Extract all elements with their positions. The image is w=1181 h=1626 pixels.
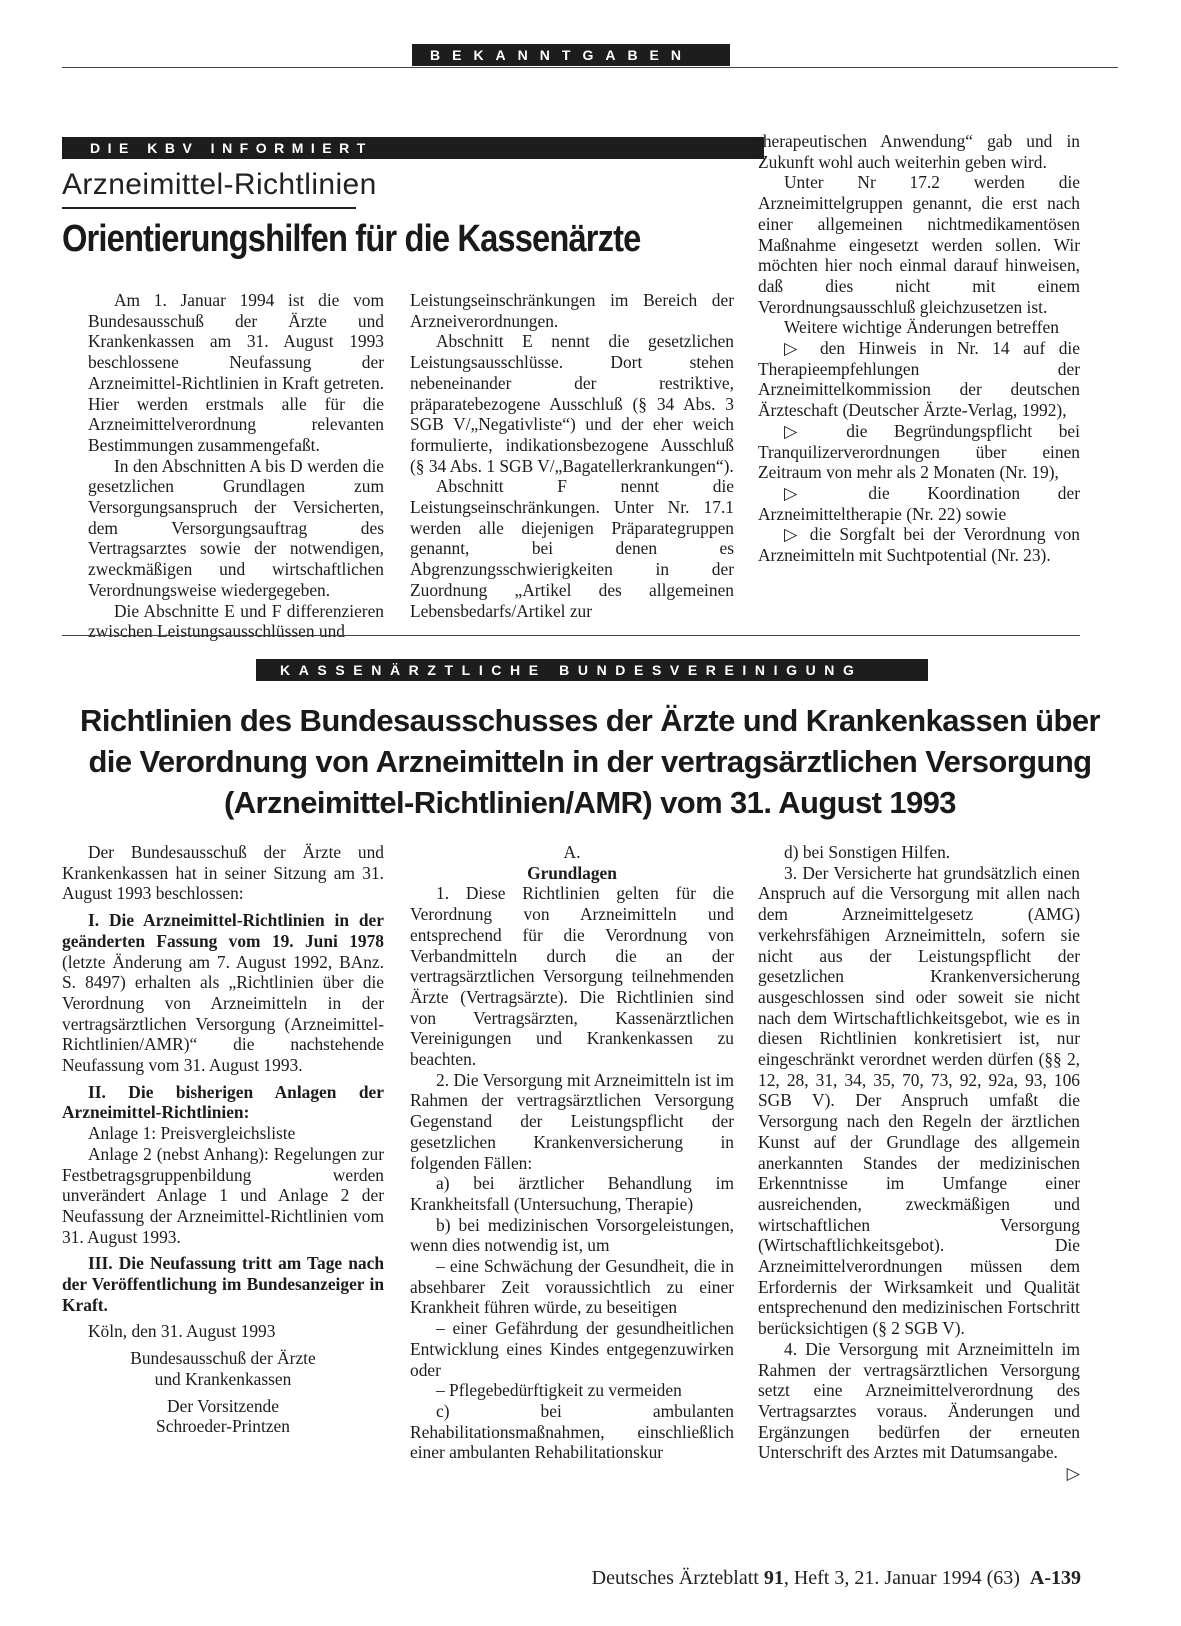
title-line: die Verordnung von Arzneimitteln in der vertragsärztlichen Versorgung <box>88 744 1092 779</box>
dash-item: – Pflegebedürftigkeit zu vermeiden <box>436 1380 682 1401</box>
paragraph: In den Abschnitten A bis D werden die gesetzlichen Grundlagen zum Versorgungsanspruch der Versicherten, dem Versorgungsauftrag des Vertragsarztes sowie der notwendigen, zweckmäßigen und wirtschaftlichen Verordnungsweise wiedergegeben. <box>88 455 384 600</box>
signature-line: und Krankenkassen <box>154 1368 292 1389</box>
article1-headline: Orientierungshilfen für die Kassenärzte <box>62 218 641 260</box>
section-divider <box>62 635 1080 636</box>
article1-column-3 <box>758 131 1080 566</box>
issue-info: , Heft 3, 21. Januar 1994 (63) <box>783 1567 1020 1589</box>
item-3-heading: III. Die Neufassung tritt am Tage nach der Veröffentlichung im Bundesanzeiger in Kraft. <box>62 1253 384 1315</box>
continue-arrow-icon: ▷ <box>1066 1463 1080 1484</box>
bullet-item: ▷ den Hinweis in Nr. 14 auf die Therapieempfehlungen der Arzneimittelkommission der deutschen Ärzteschaft (Deutscher Ärzte-Verlag, 1992), <box>758 338 1080 421</box>
intro-paragraph: Der Bundesausschuß der Ärzte und Krankenkassen hat in seiner Sitzung am 31. August 1993 beschlossen: <box>62 842 384 904</box>
list-item: a) bei ärztlicher Behandlung im Krankheitsfall (Untersuchung, Therapie) <box>410 1173 734 1214</box>
dash-item: – eine Schwächung der Gesundheit, die in absehbarer Zeit voraussichtlich zu einer Krankheit führen würde, zu beseitigen <box>410 1256 734 1318</box>
paragraph: Abschnitt F nennt die Leistungseinschränkungen. Unter Nr. 17.1 werden alle diejenigen Präparategruppen genannt, bei denen es Abgrenzungsschwierigkeiten in der Zuordnung „Artikel des allgemeinen Lebensbedarfs/Artikel zur <box>410 476 734 621</box>
paragraph: Abschnitt E nennt die gesetzlichen Leistungsausschlüsse. Dort stehen nebeneinander der restriktive, präparatebezogene Ausschluß (§ 34 Abs. 3 SGB V/„Negativliste“) und der eher weich formulierte, indikationsbezogene Ausschluß (§ 34 Abs. 1 SGB V/„Bagatellerkrankungen“). <box>410 331 734 476</box>
paragraph: 1. Diese Richtlinien gelten für die Verordnung von Arzneimitteln und entsprechend für die Verordnung von Verbandmitteln durch die an der vertragsärztlichen Versorgung teilnehmenden Ärzte (Vertragsärzte). Die Richtlinien sind von Vertragsärzten, Kassenärztlichen Vereinigungen und Krankenkassen zu beachten. <box>410 883 734 1070</box>
article2-column-3 <box>758 842 1080 1484</box>
page-number: A-139 <box>1029 1567 1081 1589</box>
paragraph: Weitere wichtige Änderungen betreffen <box>784 317 1059 338</box>
paragraph: 3. Der Versicherte hat grundsätzlich einen Anspruch auf die Versorgung mit allen nach dem Arzneimittelgesetz (AMG) verkehrsfähigen Arzneimitteln, sofern sie nicht aus der Leistungspflicht der gesetzlichen Krankenversicherung ausgeschlossen sind oder soweit sie nicht nach dem Wirtschaftlichkeitsgebot, wie es in diesen Richtlinien konkretisiert ist, nur eingeschränkt verordnet werden dürfen (§§ 2, 12, 28, 31, 34, 35, 70, 73, 92, 92a, 93, 106 SGB V). Der Anspruch umfaßt die Versorgung nach den Regeln der ärztlichen Kunst auf der Grundlage des allgemein anerkannten Standes der medizinischen Erkenntnisse im Umfange einer ausreichenden, zweckmäßigen und wirtschaftlichen Versorgung (Wirtschaftlichkeitsgebot). Die Arzneimittelverordnungen müssen dem Erfordernis der Wirksamkeit und Qualität entsprechenund den medizinischen Fortschritt berücksichtigen (§ 2 SGB V). <box>758 862 1080 1339</box>
item-1 <box>62 910 384 1076</box>
section-heading: Grundlagen <box>527 862 617 883</box>
header-rule <box>62 67 1118 68</box>
section-tag: BEKANNTGABEN <box>412 44 730 66</box>
paragraph <box>758 1338 1080 1484</box>
item-2-line: Anlage 2 (nebst Anhang): Regelungen zur Festbetragsgruppenbildung werden unverändert Anlage 1 und Anlage 2 der Neufassung der Arzneimittel-Richtlinien vom 31. August 1993. <box>62 1143 384 1247</box>
article2-column-2 <box>410 842 734 1463</box>
bullet-item: ▷ die Sorgfalt bei der Verordnung von Arzneimitteln mit Suchtpotential (Nr. 23). <box>758 524 1080 566</box>
item-2-line: Anlage 1: Preisvergleichsliste <box>88 1123 296 1144</box>
signature-line: Der Vorsitzende <box>167 1395 279 1416</box>
signature-line: Bundesausschuß der Ärzte <box>130 1348 316 1369</box>
paragraph: Leistungseinschränkungen im Bereich der Arzneiverordnungen. <box>410 290 734 331</box>
list-item: d) bei Sonstigen Hilfen. <box>784 842 951 862</box>
paragraph: 2. Die Versorgung mit Arzneimitteln ist im Rahmen der vertragsärztlichen Versorgung Gegenstand der Leistungspflicht der gesetzlichen Krankenversicherung in folgenden Fällen: <box>410 1069 734 1173</box>
paragraph: Die Abschnitte E und F differenzieren zwischen Leistungsausschlüssen und <box>88 600 384 642</box>
volume-number: 91 <box>763 1567 784 1589</box>
kicker-underline <box>62 207 356 209</box>
item-1-text: (letzte Änderung am 7. August 1992, BAnz. S. 8497) erhalten als „Richtlinien über die Verordnung von Arzneimitteln in der vertragsärztlichen Versorgung (Arzneimittel-Richtlinien/AMR)“ die nachstehende Neufassung vom 31. August 1993. <box>62 951 384 1076</box>
paragraph-text: 4. Die Versorgung mit Arzneimitteln im Rahmen der vertragsärztlichen Versorgung setzt eine Arzneimittelverordnung des Vertragsarztes voraus. Änderungen und Ergänzungen bedürfen der erneuten Unterschrift des Arztes mit Datumsangabe. <box>758 1338 1080 1463</box>
dash-item: – einer Gefährdung der gesundheitlichen Entwicklung eines Kindes entgegenzuwirken oder <box>410 1318 734 1380</box>
journal-name: Deutsches Ärzteblatt <box>591 1567 759 1589</box>
article2-section-bar: KASSENÄRZTLICHE BUNDESVEREINIGUNG <box>256 659 928 681</box>
section-letter: A. <box>563 842 581 862</box>
article1-column-1 <box>88 290 384 642</box>
page-footer <box>592 1567 1081 1590</box>
title-line: (Arzneimittel-Richtlinien/AMR) vom 31. August 1993 <box>224 785 956 820</box>
bullet-item: ▷ die Koordination der Arzneimitteltherapie (Nr. 22) sowie <box>758 482 1080 524</box>
item-2-heading: II. Die bisherigen Anlagen der Arzneimittel-Richtlinien: <box>62 1081 384 1123</box>
article2-column-1 <box>62 842 384 1437</box>
list-item: c) bei ambulanten Rehabilitationsmaßnahmen, einschließlich einer ambulanten Rehabilitationskur <box>410 1400 734 1463</box>
paragraph: therapeutischen Anwendung“ gab und in Zukunft wohl auch weiterhin geben wird. <box>758 131 1080 172</box>
article1-section-bar: DIE KBV INFORMIERT <box>62 137 764 159</box>
paragraph: Unter Nr 17.2 werden die Arzneimittelgruppen genannt, die erst nach einer allgemeinen nichtmedikamentösen Maßnahme eingesetzt werden sollen. Wir möchten hier noch einmal darauf hinweisen, daß dies nicht mit einem Verordnungsausschluß gleichzusetzen ist. <box>758 172 1080 317</box>
item-1-heading: I. Die Arzneimittel-Richtlinien in der geänderten Fassung vom 19. Juni 1978 <box>62 910 384 951</box>
paragraph: Am 1. Januar 1994 ist die vom Bundesausschuß der Ärzte und Krankenkassen am 31. August 1993 beschlossene Neufassung der Arzneimittel-Richtlinien in Kraft getreten. Hier werden erstmals alle für die Arzneimittelverordnung relevanten Bestimmungen zusammengefaßt. <box>88 290 384 455</box>
list-item: b) bei medizinischen Vorsorgeleistungen, wenn dies notwendig ist, um <box>410 1214 734 1256</box>
bullet-item: ▷ die Begründungspflicht bei Tranquilizerverordnungen über einen Zeitraum von mehr als 2 Monaten (Nr. 19), <box>758 420 1080 483</box>
title-line: Richtlinien des Bundesausschusses der Ärzte und Krankenkassen über <box>80 703 1100 738</box>
article2-title <box>40 700 1140 823</box>
place-date: Köln, den 31. August 1993 <box>88 1321 276 1342</box>
article1-kicker: Arzneimittel-Richtlinien <box>62 168 377 201</box>
article1-column-2 <box>410 290 734 621</box>
signature-line: Schroeder-Printzen <box>156 1416 290 1437</box>
